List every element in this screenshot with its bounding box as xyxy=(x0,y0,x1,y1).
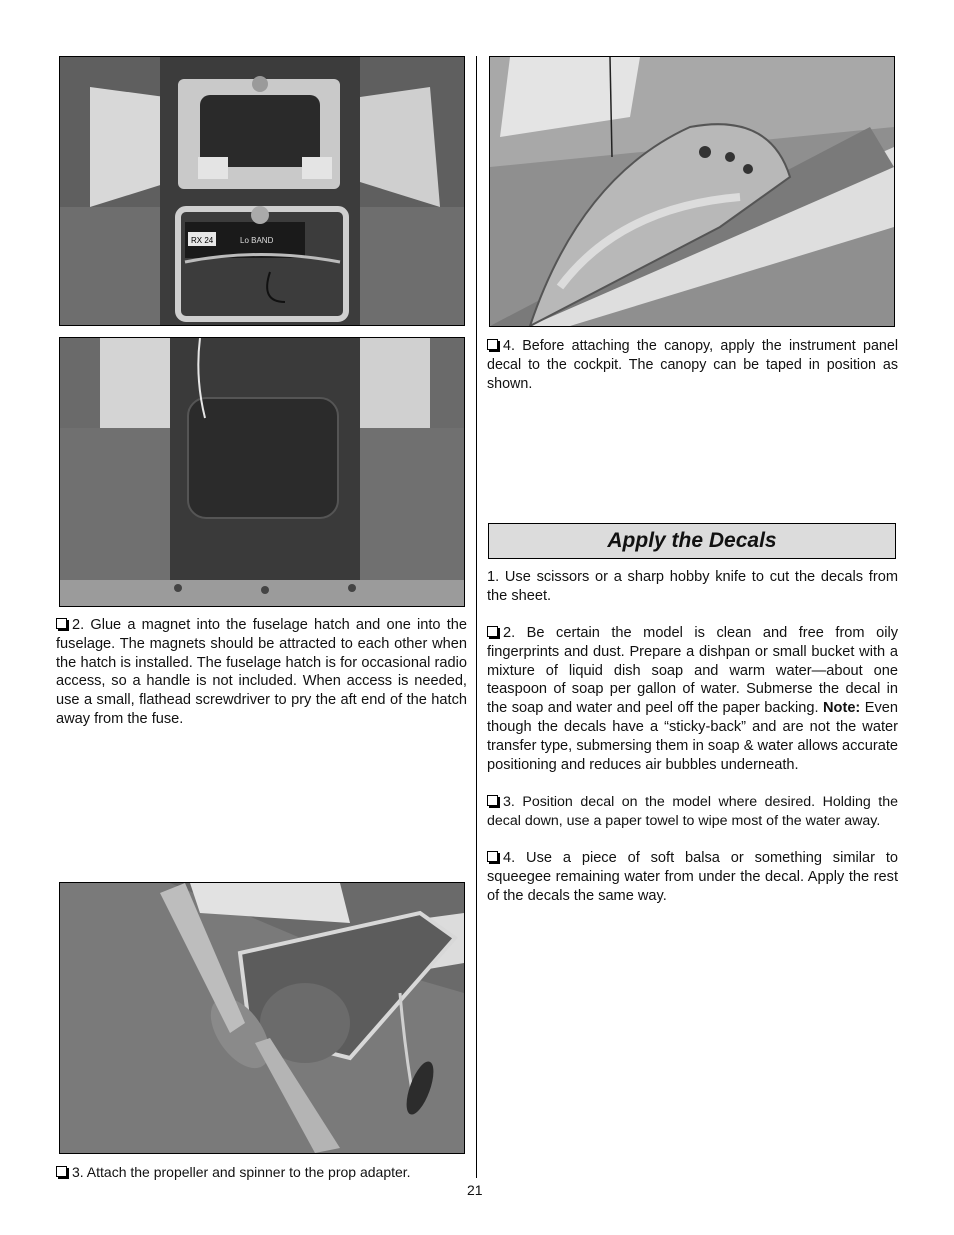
photo-closed-hatch xyxy=(59,337,465,607)
checkbox-icon[interactable] xyxy=(56,1166,67,1177)
step-3-propeller-text: 3. Attach the propeller and spinner to the prop adapter. xyxy=(56,1163,476,1182)
step-4-canopy-text: 4. Before attaching the canopy, apply the instrument panel decal to the cockpit. The canopy can be taped in position as shown. xyxy=(487,338,898,392)
photo-open-hatch xyxy=(59,56,465,326)
checkbox-icon[interactable] xyxy=(487,339,498,350)
note-label: Note: xyxy=(823,700,861,717)
decal-step-2-text: 2. Be certain the model is clean and free from oily fingerprints and dust. Prepare a dishpan or small bucket with a mixture of liquid dish soap and warm water—about one teaspoon of soap per gallon of water. Submerse the decal in the soap and water and peel off the paper backing. Note: Even though the decals have a “sticky-back” and are not the water transfer type, submersing them in soap & water allows accurate positioning and reduces air bubbles underneath. xyxy=(487,625,898,773)
band-label: Lo BAND xyxy=(240,236,274,245)
step-2-hatch-text: 2. Glue a magnet into the fuselage hatch and one into the fuselage. The magnets should be attracted to each other when the hatch is installed. The fuselage hatch is for occasional radio access, so a handle is not included. When access is needed, use a small, flathead screwdriver to pry the aft end of the hatch away from the fuse. xyxy=(56,617,467,727)
decal-step-3-text: 3. Position decal on the model where desired. Holding the decal down, use a paper towel to wipe most of the water away. xyxy=(487,794,898,829)
page-number: 21 xyxy=(467,1182,483,1198)
photo-propeller-spinner xyxy=(59,882,465,1154)
checkbox-icon[interactable] xyxy=(487,795,498,806)
checkbox-icon[interactable] xyxy=(56,618,67,629)
section-header-box xyxy=(488,523,896,559)
checkbox-icon[interactable] xyxy=(487,626,498,637)
column-divider xyxy=(476,56,477,1178)
decal-step-4-text: 4. Use a piece of soft balsa or something similar to squeegee remaining water from under the decal. Apply the rest of the decals the same way. xyxy=(487,850,898,904)
decal-step-1-text: 1. Use scissors or a sharp hobby knife to cut the decals from the sheet. xyxy=(487,569,898,604)
section-title: Apply the Decals xyxy=(607,529,777,552)
rx-label: RX 24 xyxy=(191,236,214,245)
checkbox-icon[interactable] xyxy=(487,851,498,862)
photo-canopy xyxy=(489,56,895,327)
